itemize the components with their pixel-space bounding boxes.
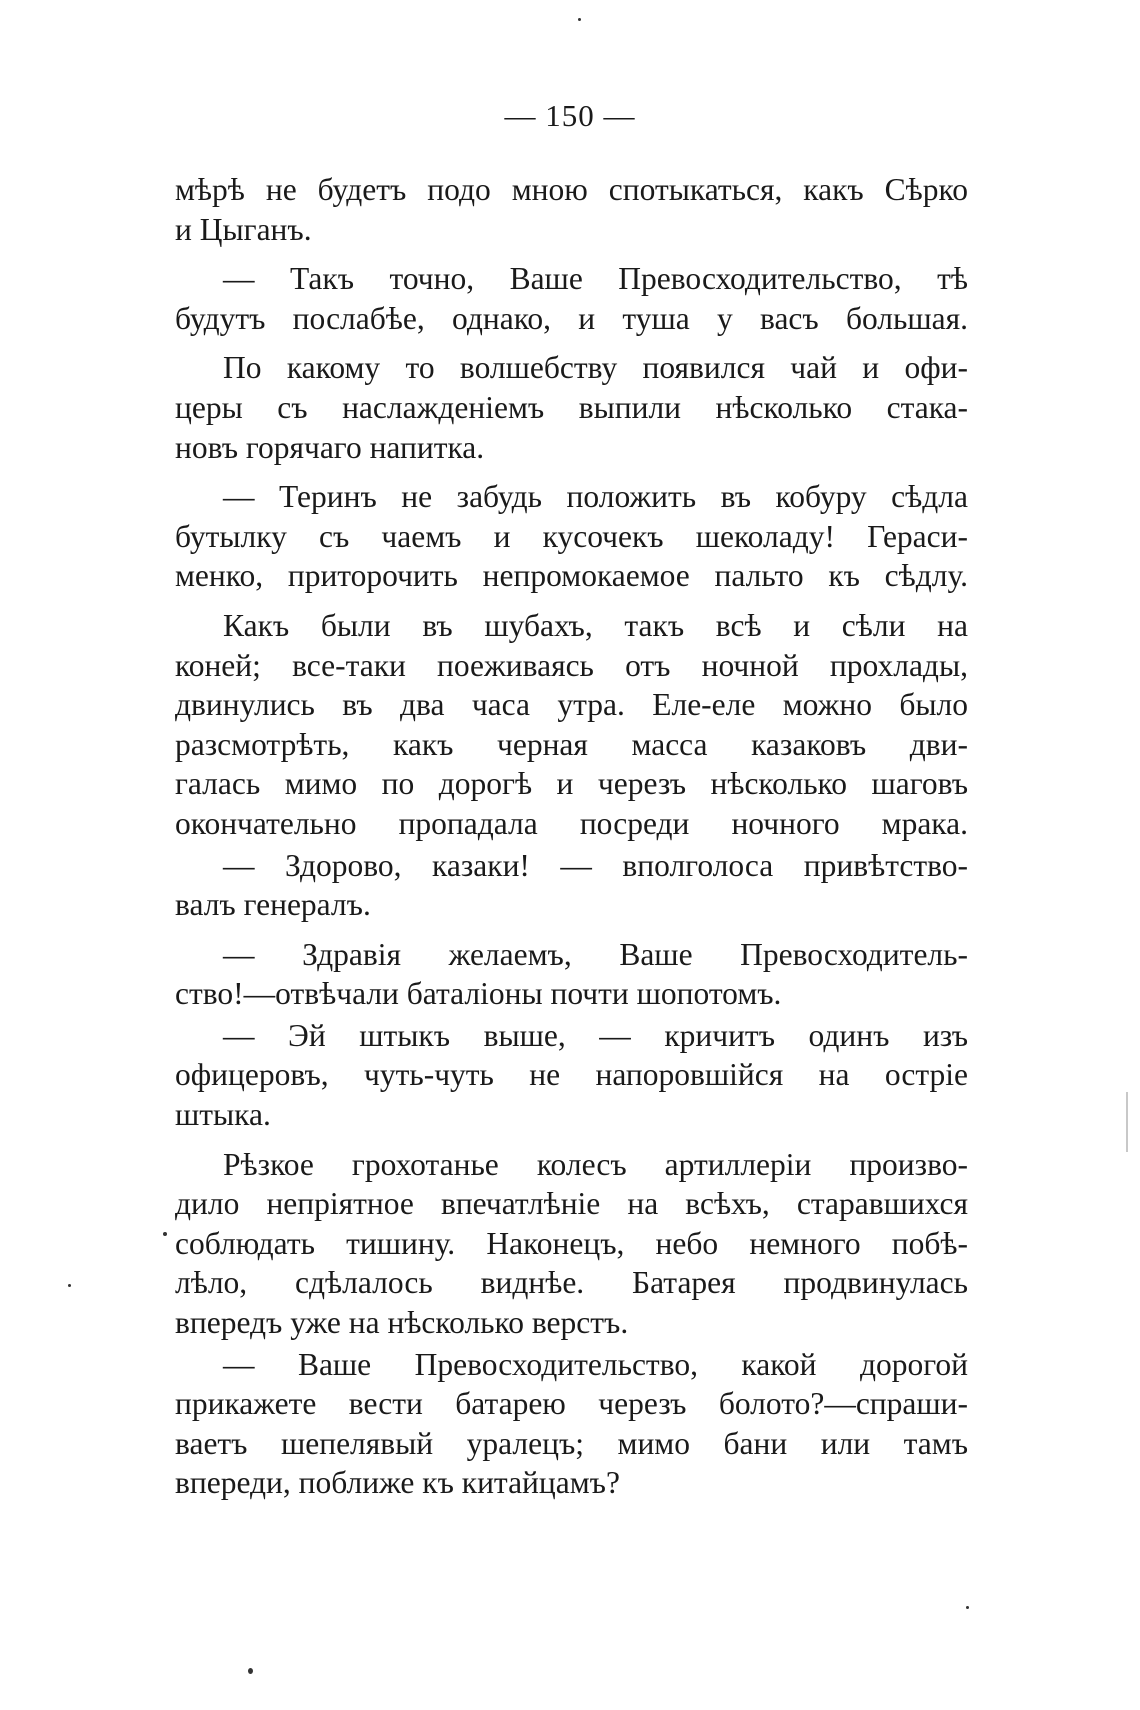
paragraph [175,1345,968,1503]
scan-edge-line [1126,1092,1128,1152]
text-line: прикажете вести батарею черезъ болото?—спраши- [175,1386,968,1422]
text-body [175,170,968,1505]
text-line: соблюдать тишину. Наконецъ, небо немного побѣ- [175,1225,968,1261]
text-line: Какъ были въ шубахъ, такъ всѣ и сѣли на [223,607,968,643]
text-line: коней; все-таки поеживаясь отъ ночной прохлады, [175,647,968,683]
paragraph [175,1145,968,1343]
paragraph [175,846,968,925]
page-number: — 150 — [504,98,636,133]
text-line: разсмотрѣть, какъ черная масса казаковъ дви- [175,726,968,762]
text-line: По какому то волшебству появился чай и офи- [223,350,968,386]
text-line: церы съ наслажденіемъ выпили нѣсколько стака- [175,389,968,425]
text-line: — Такъ точно, Ваше Превосходительство, тѣ [223,261,968,297]
text-line: — Эй штыкъ выше, — кричитъ одинъ изъ [223,1017,968,1053]
paragraph [175,1016,968,1135]
text-line: — Здорово, казаки! — вполголоса привѣтство- [223,847,968,883]
text-line: ваетъ шепелявый уралецъ; мимо бани или тамъ [175,1425,968,1461]
scan-speck [68,1284,71,1287]
text-line: дило непріятное впечатлѣніе на всѣхъ, старавшихся [175,1186,968,1222]
text-line: лѣло, сдѣлалось виднѣе. Батарея продвинулась [175,1265,968,1301]
text-line: — Теринъ не забудь положить въ кобуру сѣдла [223,479,968,515]
text-line: валъ генералъ. [175,887,371,923]
text-line: штыка. [175,1097,271,1133]
text-line: окончательно пропадала посреди ночного мрака. [175,805,968,841]
text-line: офицеровъ, чуть-чуть не напоровшійся на остріе [175,1057,968,1093]
text-line: бутылку съ чаемъ и кусочекъ шеколаду! Гераси- [175,518,968,554]
text-line: впередъ уже на нѣсколько верстъ. [175,1305,629,1341]
text-line: ство!—отвѣчали баталіоны почти шопотомъ. [175,976,782,1012]
scan-speck [966,1606,969,1609]
paragraph [175,259,968,338]
paragraph [175,477,968,596]
text-line: Рѣзкое грохотанье колесъ артиллеріи произво- [223,1146,968,1182]
paragraph [175,170,968,249]
text-line: впереди, поближе къ китайцамъ? [175,1465,620,1501]
text-line: — Здравія желаемъ, Ваше Превосходитель- [223,936,968,972]
scan-speck [163,1232,167,1236]
text-line: мѣрѣ не будетъ подо мною спотыкаться, какъ Сѣрко [175,172,968,207]
text-line: — Ваше Превосходительство, какой дорогой [223,1346,968,1382]
scan-speck [248,1668,253,1674]
paragraph [175,348,968,467]
text-line: новъ горячаго напитка. [175,429,485,465]
scan-speck [578,18,581,21]
text-line: и Цыганъ. [175,211,312,247]
text-line: менко, приторочить непромокаемое пальто къ сѣдлу. [175,558,968,594]
text-line: галась мимо по дорогѣ и черезъ нѣсколько шаговъ [175,766,968,802]
paragraph [175,606,968,844]
paragraph [175,935,968,1014]
text-line: будутъ послабѣе, однако, и туша у васъ большая. [175,300,968,336]
text-line: двинулись въ два часа утра. Еле-еле можно было [175,687,968,723]
